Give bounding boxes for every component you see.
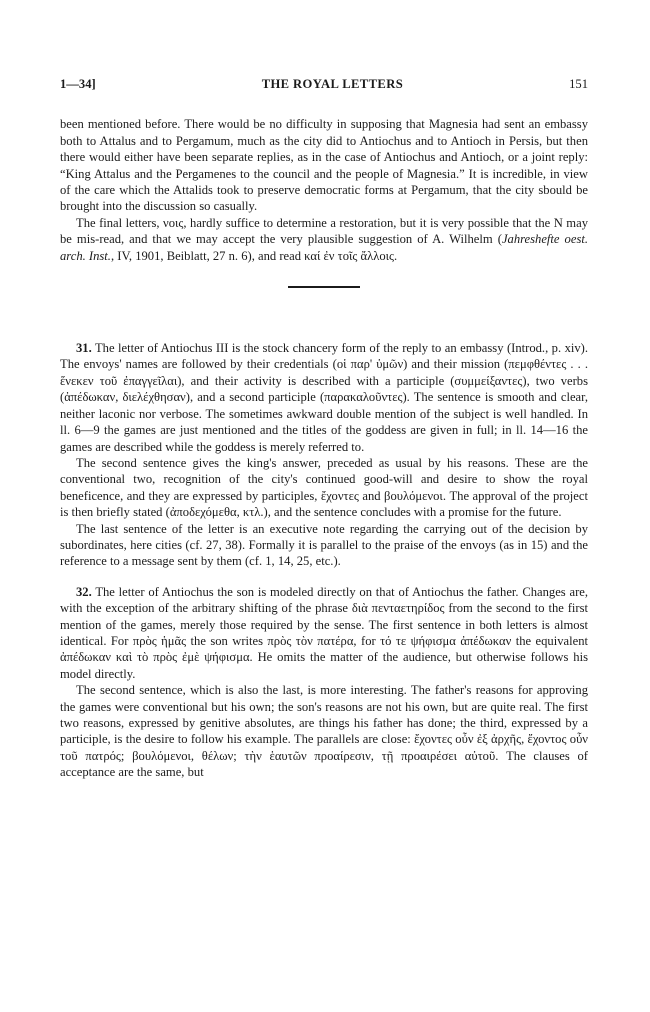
running-header — [60, 76, 588, 92]
intro-paragraph-2 — [60, 215, 588, 264]
section-32-paragraph-1 — [60, 584, 588, 682]
intro-paragraph-2-text-b: , IV, 1901, Beiblatt, 27 n. 6), and read καί ἐν τοῖς ἄλλοις. — [110, 248, 398, 263]
book-page — [60, 64, 588, 781]
intro-paragraph-2-text-a: The final letters, νοις, hardly suffice to determine a restoration, but it is very possible that the N may be mis-read, and that we may accept the very plausible suggestion of A. Wilhelm ( — [60, 215, 588, 247]
section-31-paragraph-1 — [60, 340, 588, 455]
section-divider — [288, 286, 360, 288]
page-number: 151 — [569, 77, 588, 91]
section-32-paragraph-1-text: The letter of Antiochus the son is modeled directly on that of Antiochus the father. Changes are, with the exception of the arbitrary shifting of the phrase διὰ πενταετηρίδος from the second to the first mention of the games, merely those required by the sense. The first sentence in both letters is almost identical. For πρὸς ἡμᾶς the son writes πρὸς τὸν πατέρα, for τό τε ψήφισμα ἀπέδωκαν the equivalent ἀπέδωκαν καὶ τὸ πρὸς ἐμὲ ψήφισμα. He omits the matter of the audience, but otherwise follows his model directly. — [60, 584, 589, 681]
section-31-number: 31. — [76, 341, 92, 356]
section-32-paragraph-2: The second sentence, which is also the last, is more interesting. The father's reasons for approving the games were conventional but his own; the son's reasons are not his own, but are quite real. The first two reasons, expressed by genitive absolutes, are things his father has done; the third, expressed by a participle, is the desire to follow his example. The parallels are close: ἔχοντες οὖν ἐξ ἀρχῆς, ἔχοντος οὖν τοῦ πατρός; βουλόμενοι, θέλων; τὴν ἑαυτῶν προαίρεσιν, τῇ προαιρέσει αὐτοῦ. The clauses of acceptance are the same, but — [60, 683, 588, 780]
citation-title: Jahreshefte oest. arch. Inst. — [60, 232, 588, 263]
section-31-paragraph-1-text: The letter of Antiochus III is the stock chancery form of the reply to an embassy (Introd., p. xiv). The envoys' names are followed by their credentials (οἱ παρ' ὑμῶν) and their mission (πεμφθέντες . . . ἕνεκεν τοῦ ἐπαγγεῖλαι), and their activity is described with a participle (συμμείξαντες), two verbs (ἀπέδωκαν, διελέχθησαν), and a second participle (παρακαλοῦντες). The sentence is smooth and clear, neither laconic nor verbose. The sometimes awkward double mention of the subject is well handled. In ll. 6—9 the games are just mentioned and the titles of the goddess are given in full; in ll. 14—16 the games are described while the goddess is merely referred to. — [60, 341, 589, 454]
intro-paragraph-1: been mentioned before. There would be no difficulty in supposing that Magnesia had sent an embassy both to Attalus and to Pergamum, much as the city did to Antiochus and to Antioch in Persis, but then there would either have been separate replies, as in the case of Antiochus and Antioch, or a joint reply: “King Attalus and the Pergamenes to the council and the people of Magnesia.” It is incredible, in view of the care which the Attalids took to preserve democratic forms at Pergamum, that the city sbould be brought into the discussion so casually. — [60, 117, 588, 214]
section-32-number: 32. — [76, 584, 92, 599]
section-31-paragraph-3: The last sentence of the letter is an executive note regarding the carrying out of the decision by subordinates, here cities (cf. 27, 38). Formally it is parallel to the praise of the envoys (as in 15) and the reference to a message sent by them (cf. 1, 14, 25, etc.). — [60, 521, 588, 569]
running-title: THE ROYAL LETTERS — [261, 77, 404, 91]
section-range: 1—34] — [60, 77, 96, 91]
section-31-paragraph-2: The second sentence gives the king's answer, preceded as usual by his reasons. These are the conventional two, recognition of the city's continued good-will and desire to show the royal beneficence, and they are expressed by participles, ἔχοντες and βουλόμενοι. The approval of the project is then briefly stated (ἀποδεχόμεθα, κτλ.), and the sentence concludes with a promise for the future. — [60, 455, 588, 520]
